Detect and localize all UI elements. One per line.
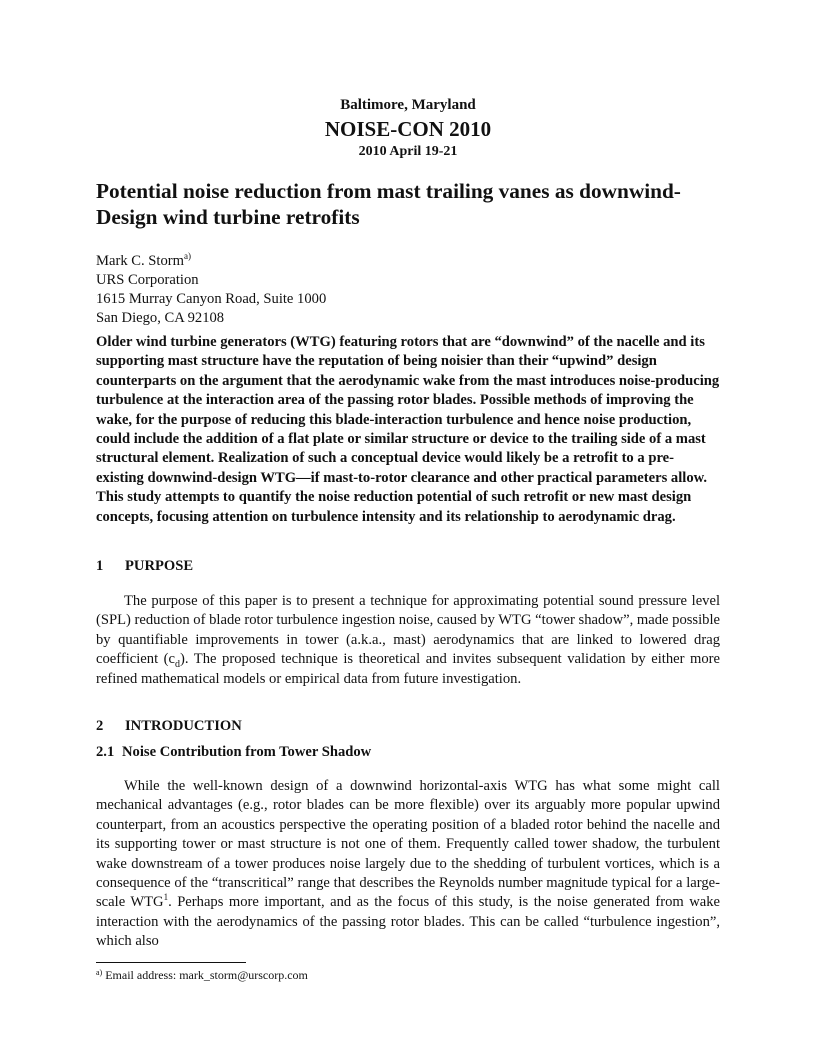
author-block <box>96 252 720 328</box>
conference-name: NOISE-CON 2010 <box>324 117 492 141</box>
paragraph-text: While the well-known design of a downwind horizontal-axis WTG has what some might call mechanical advantages (e.g., rotor blades can be more flexible) over its arguably more popular upwind counterpart, from an acoustics perspective the operating position of a bladed rotor behind the nacelle and its supporting tower or mast structure is not one of them. Frequently called tower shadow, the turbulent wake downstream of a tower produces noise largely due to the shedding of turbulent vortices, which is a consequence of the “transcritical” range that describes the Reynolds number magnitude typical for a large-scale WTG <box>96 778 720 911</box>
paper-title: Potential noise reduction from mast trailing vanes as downwind-Design wind turbine retrofits <box>96 179 681 229</box>
conference-header <box>96 96 720 160</box>
author-footnote-marker: a) <box>183 251 191 261</box>
footnote-text: Email address: mark_storm@urscorp.com <box>105 968 308 982</box>
paragraph-text: The purpose of this paper is to present a technique for approximating potential sound pressure level (SPL) reduction of blade rotor turbulence ingestion noise, caused by WTG “tower shadow”, made possible by quantifiable improvements in tower (a.k.a., mast) aerodynamics that are linked to lowered drag coefficient (c <box>96 593 720 668</box>
footnote-marker: a) <box>96 968 103 977</box>
author-name: Mark C. Storm <box>96 253 184 269</box>
paragraph-text: ). The proposed technique is theoretical and invites subsequent validation by either more refined mathematical models or empirical data from future investigation. <box>96 651 721 687</box>
purpose-paragraph <box>96 592 720 689</box>
section-number: 1 <box>96 558 104 574</box>
section-number: 2 <box>96 718 104 734</box>
subscript: d <box>175 659 181 671</box>
conference-date: 2010 April 19-21 <box>358 144 458 159</box>
conference-location: Baltimore, Maryland <box>340 97 476 113</box>
reference-marker: 1 <box>163 892 169 903</box>
section-title: INTRODUCTION <box>125 718 242 734</box>
author-line <box>96 252 720 271</box>
footnote-divider <box>96 962 246 963</box>
author-address-street: 1615 Murray Canyon Road, Suite 1000 <box>96 291 327 307</box>
paragraph-text: . Perhaps more important, and as the focus of this study, is the noise generated from wake interaction with the aerodynamics of the passing rotor blades. This can be called “turbulence ingestion”, which also <box>96 894 720 950</box>
tower-shadow-paragraph <box>96 777 720 952</box>
subsection-title: Noise Contribution from Tower Shadow <box>122 744 372 760</box>
footnote <box>96 968 308 983</box>
author-address-city: San Diego, CA 92108 <box>96 310 225 326</box>
section-heading-introduction <box>96 717 242 735</box>
subsection-number: 2.1 <box>96 744 115 760</box>
author-organization: URS Corporation <box>96 272 199 288</box>
abstract: Older wind turbine generators (WTG) featuring rotors that are “downwind” of the nacelle and its supporting mast structure have the reputation of being noisier than their “upwind” design counterparts on the argument that the aerodynamic wake from the mast introduces noise-producing turbulence at the interaction area of the passing rotor blades. Possible methods of improving the wake, for the purpose of reducing this blade-interaction turbulence and hence noise production, could include the addition of a flat plate or similar structure or device to the trailing side of a mast structural element. Realization of such a conceptual device would likely be a retrofit to a pre-existing downwind-design WTG—if mast-to-rotor clearance and other practical parameters allow. This study attempts to quantify the noise reduction potential of such retrofit or new mast design concepts, focusing attention on turbulence intensity and its relationship to aerodynamic drag. <box>96 334 720 525</box>
section-heading-purpose <box>96 557 193 575</box>
subsection-heading-tower-shadow <box>96 743 371 761</box>
section-title: PURPOSE <box>125 558 194 574</box>
